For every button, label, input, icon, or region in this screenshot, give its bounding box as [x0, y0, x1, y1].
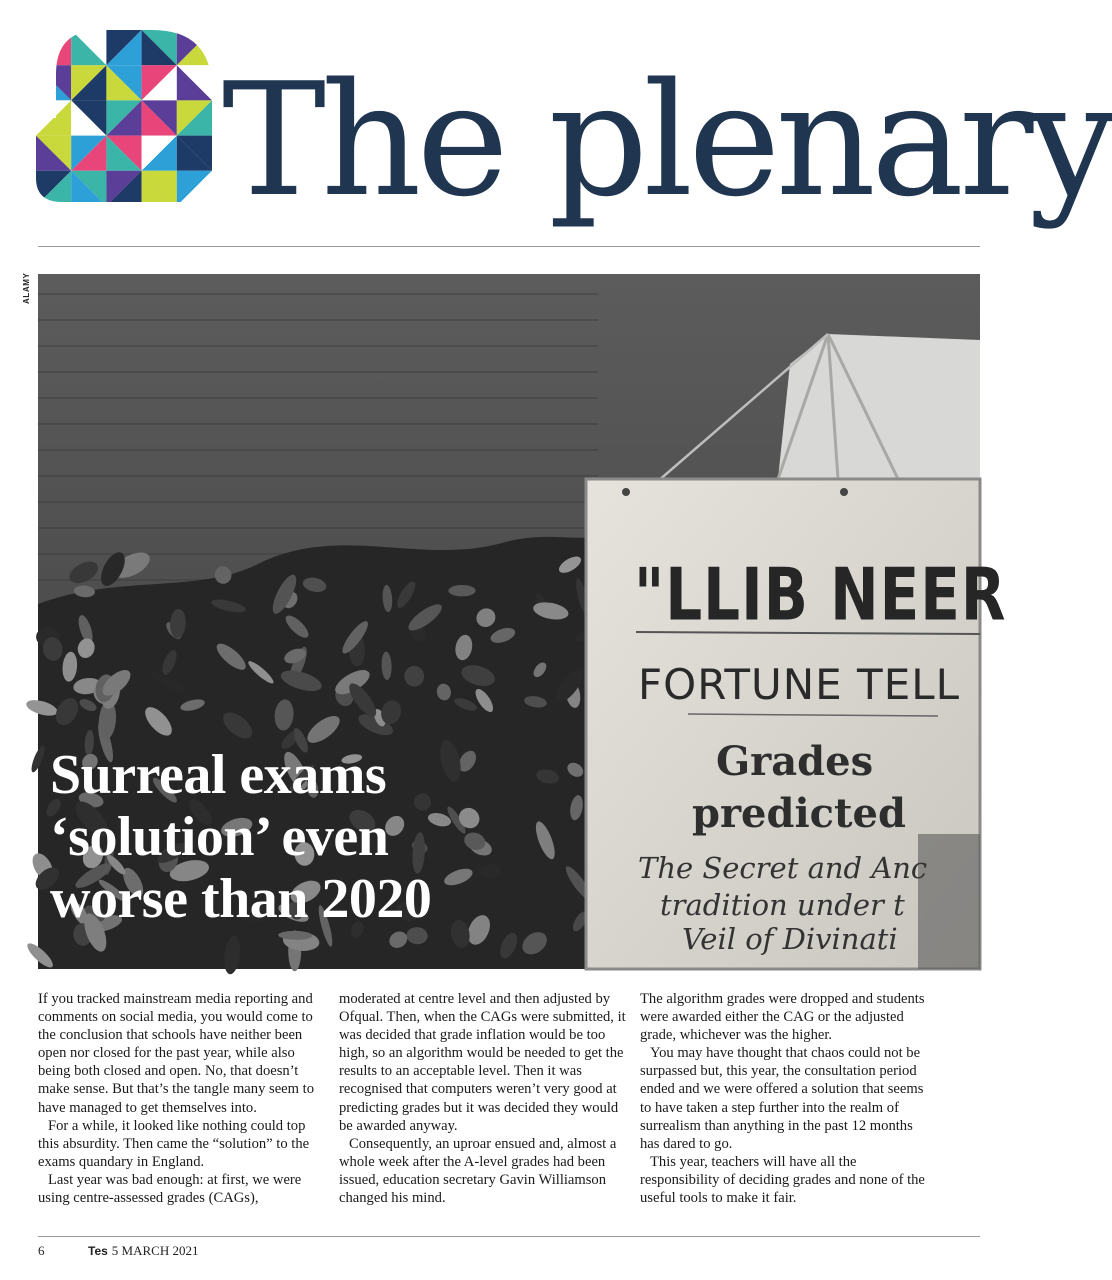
header-divider [38, 246, 980, 247]
sign-line-2: FORTUNE TELL [638, 660, 961, 709]
footer-divider [38, 1236, 980, 1237]
photo-credit: ALAMY [22, 272, 31, 304]
paragraph: This year, teachers will have all the responsibility of deciding grades and none of the useful tools to make it fair. [640, 1153, 925, 1207]
paragraph: Consequently, an uproar ensued and, almost a whole week after the A-level grades had been issued, education secretary Gavin Williamson changed his mind. [339, 1135, 617, 1207]
page-number: 6 [38, 1243, 45, 1258]
page-footer [38, 1243, 198, 1259]
issue-date: 5 MARCH 2021 [111, 1243, 199, 1258]
headline-line-2: ‘solution’ even [50, 806, 389, 868]
section-title: The plenary [222, 49, 1112, 231]
mosaic-logo-icon [36, 30, 212, 206]
publication-brand: Tes [88, 1244, 108, 1258]
sign-line-6: tradition under t [660, 888, 905, 922]
masthead [0, 0, 1112, 248]
sign-line-5: The Secret and Anc [638, 851, 928, 885]
headline [50, 744, 570, 930]
article-column-1 [38, 990, 326, 1207]
paragraph: You may have thought that chaos could not be surpassed but, this year, the consultation period ended and we were offered a solution that seems to have taken a step further into the realm of surrealism than anything in the past 12 months has dared to go. [640, 1045, 924, 1152]
article-column-3 [640, 990, 928, 1207]
paragraph: If you tracked mainstream media reporting and comments on social media, you would come to the conclusion that schools have neither been open nor closed for the past year, while also being both closed and open. No, that doesn’t make sense. But that’s the tangle many seem to have managed to get themselves into. [38, 991, 314, 1116]
headline-line-3: worse than 2020 [50, 868, 432, 930]
paragraph: moderated at centre level and then adjusted by Ofqual. Then, when the CAGs were submitted, it was decided that grade inflation would be too high, so an algorithm would be needed to get the results to an acceptable level. Then it was recognised that computers weren’t very good at predicting grades but it was decided they would be awarded anyway. [339, 991, 626, 1134]
paragraph: The algorithm grades were dropped and students were awarded either the CAG or the adjusted grade, whichever was the higher. [640, 991, 925, 1044]
sign-line-1: "LLIB NEER [634, 552, 1007, 637]
sign-line-3: Grades [716, 738, 874, 785]
article-column-2 [339, 990, 627, 1207]
paragraph: For a while, it looked like nothing could top this absurdity. Then came the “solution” to the exams quandary in England. [38, 1117, 310, 1170]
headline-line-1: Surreal exams [50, 744, 387, 806]
sign-line-7: Veil of Divinati [682, 922, 898, 956]
sign-line-4: predicted [692, 790, 906, 837]
paragraph: Last year was bad enough: at first, we were using centre-assessed grades (CAGs), [38, 1171, 302, 1207]
hero-photo [38, 274, 1007, 969]
